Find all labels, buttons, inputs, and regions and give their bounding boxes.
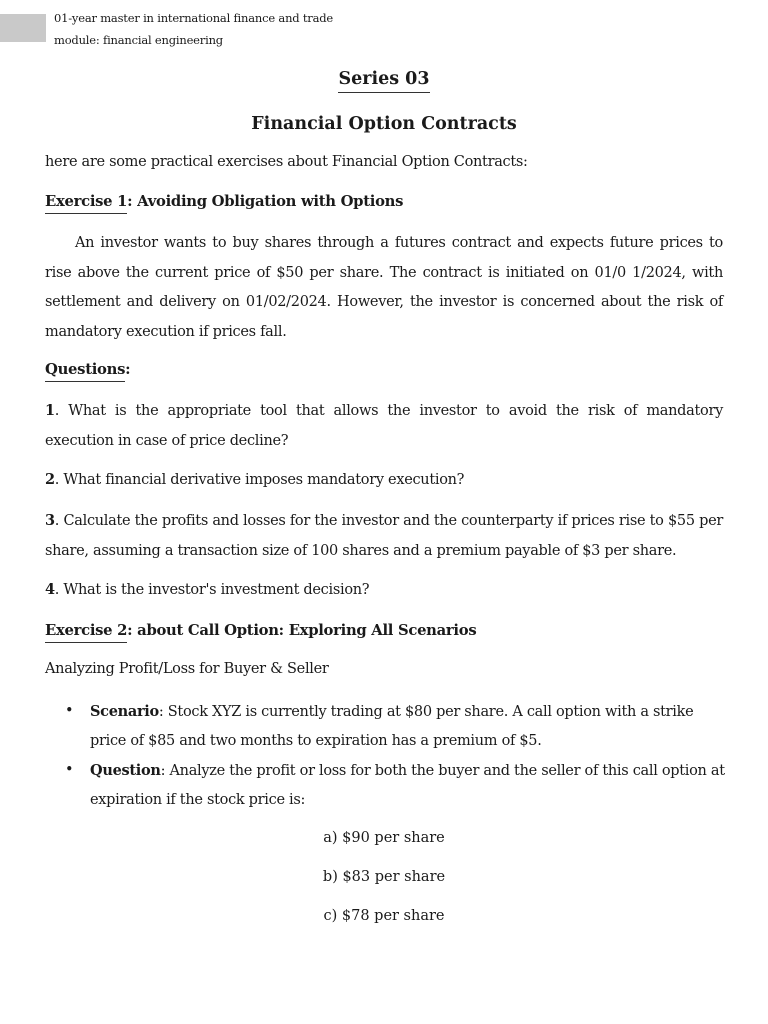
exercise1-paragraph: An investor wants to buy shares through a futures contract and expects future prices to rise above the current price of $50 per share. The contract is initiated on 01/0 1/2024, with settlement and delivery on 01/02/2024. However, the investor is concerned about the risk of mandatory execution if prices fall. — [45, 235, 723, 340]
series-title: Series 03 — [0, 69, 768, 89]
question-3: 3. Calculate the profits and losses for the investor and the counterparty if prices rise to $55 per share, assuming a transaction size of 100 shares and a premium payable of $3 per share. — [45, 512, 723, 559]
choice-b: b) $83 per share — [322, 869, 446, 885]
questions-heading: Questions: — [45, 361, 723, 378]
list-item: • Scenario: Stock XYZ is currently trading at $80 per share. A call option with a strike price of $85 and two months to expiration has a premium of $5. — [65, 697, 725, 756]
header-module: module: financial engineering — [54, 33, 223, 47]
exercise2-bullet-list — [65, 697, 725, 815]
page-title: Financial Option Contracts — [251, 114, 517, 134]
bullet-dot-icon: • — [65, 762, 74, 778]
list-item: • Question: Analyze the profit or loss for both the buyer and the seller of this call option at expiration if the stock price is: — [65, 756, 725, 815]
bullet-dot-icon: • — [65, 703, 74, 719]
choice-c: c) $78 per share — [323, 908, 445, 924]
question-1: 1. What is the appropriate tool that allows the investor to avoid the risk of mandatory execution in case of price decline? — [45, 402, 723, 449]
exercise1-heading: Exercise 1: Avoiding Obligation with Options — [45, 193, 723, 210]
intro-text: here are some practical exercises about Financial Option Contracts: — [45, 154, 528, 170]
question-4: 4. What is the investor's investment decision? — [45, 581, 370, 598]
header-program: 01-year master in international finance and trade — [54, 11, 334, 25]
exercise2-subtitle: Analyzing Profit/Loss for Buyer & Seller — [45, 661, 329, 677]
header-corner-block — [0, 14, 46, 42]
exercise2-heading: Exercise 2: about Call Option: Exploring All Scenarios — [45, 622, 723, 639]
choice-a: a) $90 per share — [323, 830, 445, 846]
question-2: 2. What financial derivative imposes mandatory execution? — [45, 471, 465, 488]
